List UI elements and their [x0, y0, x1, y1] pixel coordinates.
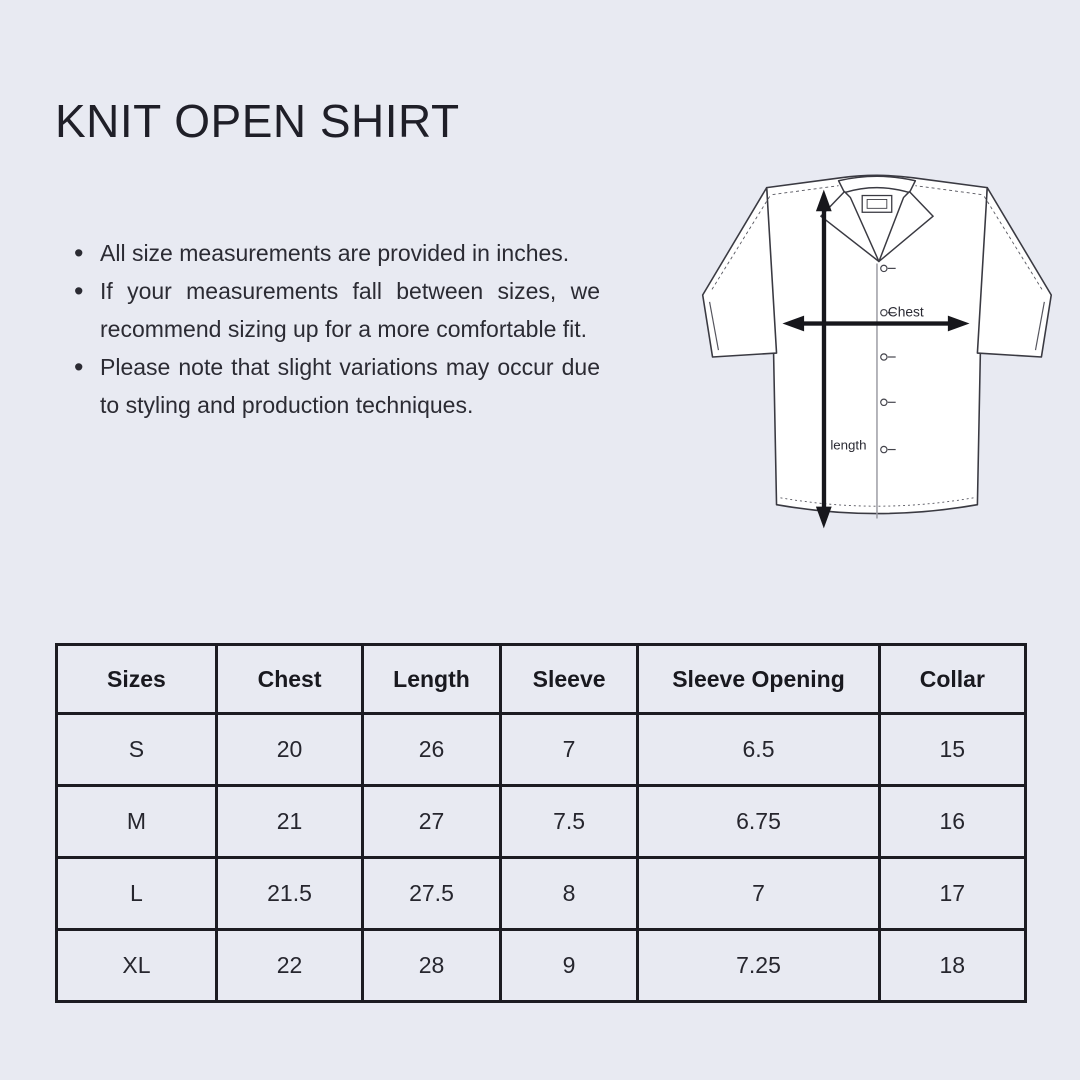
table-cell: 6.5: [638, 714, 879, 786]
chest-label: Chest: [887, 304, 924, 320]
column-header: Sleeve Opening: [638, 645, 879, 714]
size-chart-table: [55, 643, 1027, 1003]
table-cell: 20: [216, 714, 362, 786]
shirt-diagram: [683, 168, 1067, 546]
table-cell: XL: [57, 930, 217, 1002]
list-item: [68, 348, 608, 424]
length-label: length: [830, 437, 867, 453]
table-cell: 26: [363, 714, 501, 786]
table-cell: S: [57, 714, 217, 786]
table-cell: 9: [500, 930, 638, 1002]
table-header-row: [57, 645, 1026, 714]
table-cell: 18: [879, 930, 1025, 1002]
table-cell: 15: [879, 714, 1025, 786]
table-cell: 8: [500, 858, 638, 930]
table-cell: 6.75: [638, 786, 879, 858]
column-header: Length: [363, 645, 501, 714]
table-cell: 22: [216, 930, 362, 1002]
table-cell: 21: [216, 786, 362, 858]
column-header: Sleeve: [500, 645, 638, 714]
table-row: [57, 858, 1026, 930]
table-cell: 7: [638, 858, 879, 930]
bullet-icon: •: [74, 352, 84, 382]
note-text: All size measurements are provided in inches.: [100, 240, 570, 266]
column-header: Collar: [879, 645, 1025, 714]
table-cell: L: [57, 858, 217, 930]
column-header: Sizes: [57, 645, 217, 714]
table-cell: 21.5: [216, 858, 362, 930]
sizing-notes-list: [68, 234, 608, 424]
list-item: [68, 234, 608, 272]
note-text: If your measurements fall between sizes, we recommend sizing up for a more comfortable fit.: [100, 278, 600, 342]
neck-label: [862, 196, 892, 213]
bullet-icon: •: [74, 238, 84, 268]
table-cell: 27: [363, 786, 501, 858]
table-cell: 16: [879, 786, 1025, 858]
table-row: [57, 930, 1026, 1002]
table-cell: 7: [500, 714, 638, 786]
table-cell: 28: [363, 930, 501, 1002]
list-item: [68, 272, 608, 348]
table-cell: 7.5: [500, 786, 638, 858]
column-header: Chest: [216, 645, 362, 714]
bullet-icon: •: [74, 276, 84, 306]
table-cell: 17: [879, 858, 1025, 930]
table-row: [57, 786, 1026, 858]
table-cell: M: [57, 786, 217, 858]
page-title: KNIT OPEN SHIRT: [55, 95, 460, 147]
table-cell: 27.5: [363, 858, 501, 930]
table-cell: 7.25: [638, 930, 879, 1002]
note-text: Please note that slight variations may occur due to styling and production techniques.: [100, 354, 600, 418]
table-row: [57, 714, 1026, 786]
